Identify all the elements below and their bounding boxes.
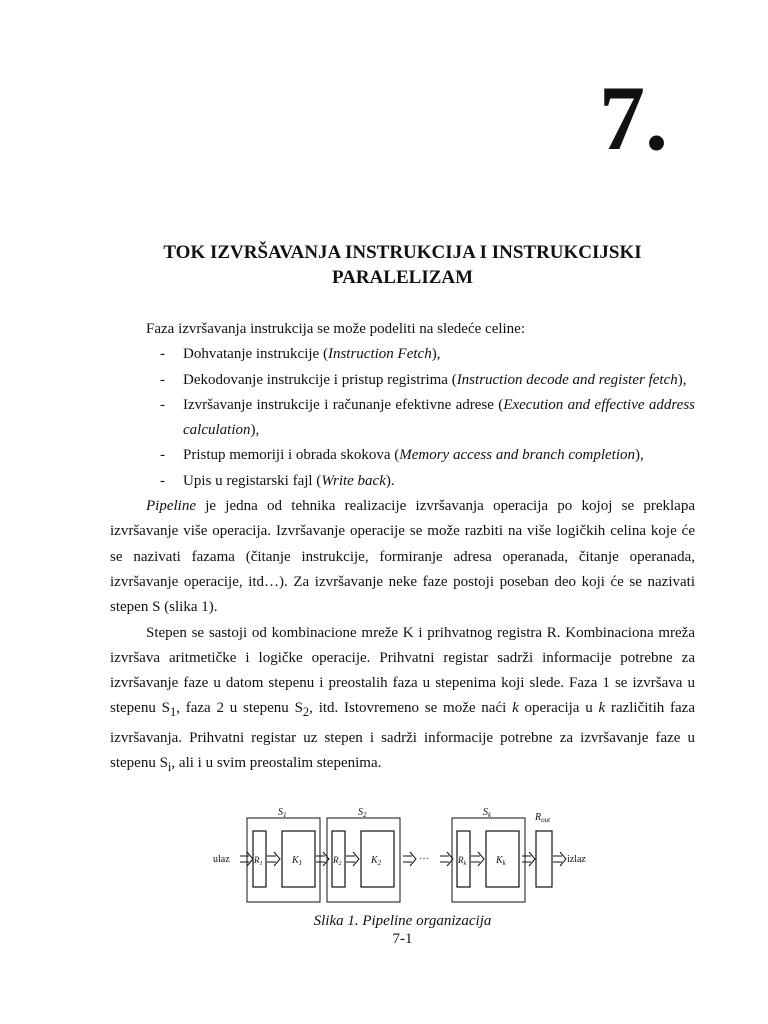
page-number: 7-1: [392, 931, 413, 947]
chapter-number: 7.: [599, 67, 668, 169]
svg-text:Rk: $R_k$: [458, 855, 467, 867]
svg-text:Kk: $K_k$: [496, 855, 506, 867]
svg-text:K1: $K_1$: [292, 855, 303, 867]
list-item: - Dekodovanje instrukcije i pristup registrima (Instruction decode and register fetch),: [110, 368, 695, 393]
list-dash: -: [160, 447, 165, 464]
chapter-title-line-2: PARALELIZAM: [331, 267, 474, 288]
svg-text:R2: $R_2$: [333, 855, 342, 867]
input-label: ulaz: [213, 854, 230, 865]
list-dash: -: [160, 472, 165, 489]
svg-text:R1: $R_1$: [254, 855, 263, 867]
figure-caption: Slika 1. Pipeline organizacija: [313, 913, 492, 929]
body-text: [110, 317, 695, 780]
stage-1-label: $S_1$: [278, 807, 287, 819]
chapter-title: [100, 240, 705, 290]
list-dash: -: [160, 396, 165, 413]
list-item: - Upis u registarski fajl (Write back).: [110, 469, 695, 494]
list-dash: -: [160, 371, 165, 388]
stage-ellipsis: ···: [419, 854, 429, 865]
stage-2-label: $S_2$: [358, 807, 367, 819]
stage-k: [452, 807, 525, 902]
list-item: - Dohvatanje instrukcije (Instruction Fetch),: [110, 342, 695, 367]
stage-2: [327, 807, 400, 902]
output-register: [534, 812, 552, 887]
svg-text:Rout: $R_{out}$: [535, 812, 551, 824]
pipeline-paragraph: Pipeline je jedna od tehnika realizacije izvršavanja operacija po kojoj se preklapa izvršavanje više operacija. Izvršavanje operacije se može razbiti na više logičkih celina koje će se nazivati fazama (čitanje instrukcije, formiranje adresa operanada, čitanje operanada, izvršavanje operacije, itd…). Za izvršavanje neke faze postoji poseban deo koji će se nazivati stepen S (slika 1).: [110, 498, 695, 616]
phase-list: [110, 342, 695, 494]
pipeline-diagram: [200, 806, 600, 910]
list-item: - Izvršavanje instrukcije i računanje efektivne adrese (Execution and effective address calculation),: [110, 393, 695, 444]
stage-paragraph: Stepen se sastoji od kombinacione mreže K i prihvatnog registra R. Kombinaciona mreža izvršava aritmetičke i logičke operacije. Prihvatni registar sadrži informacije potrebne za izvršavanje faze u datom stepenu i preostalih faza u stepenima koji slede. Faza 1 se izvršava u stepenu $S_1$, faza 2 u stepenu $S_2$, itd. Istovremeno se može naći k operacija u k različitih faza izvršavanja. Prihvatni registar uz stepen i sadrži informacije potrebne za izvršavanje faze u stepenu $S_i$, ali i u svim preostalim stepenima.: [110, 624, 695, 775]
list-dash: -: [160, 346, 165, 363]
pipeline-term: Pipeline: [146, 498, 196, 515]
svg-text:K2: $K_2$: [371, 855, 382, 867]
chapter-title-line-1: TOK IZVRŠAVANJA INSTRUKCIJA I INSTRUKCIJSKI: [163, 242, 642, 263]
output-label: izlaz: [567, 854, 586, 865]
stage-k-label: $S_k$: [483, 807, 492, 819]
list-item: - Pristup memoriji i obrada skokova (Memory access and branch completion),: [110, 443, 695, 468]
intro-paragraph: Faza izvršavanja instrukcija se može podeliti na sledeće celine:: [146, 321, 526, 337]
stage-1: [247, 807, 320, 902]
